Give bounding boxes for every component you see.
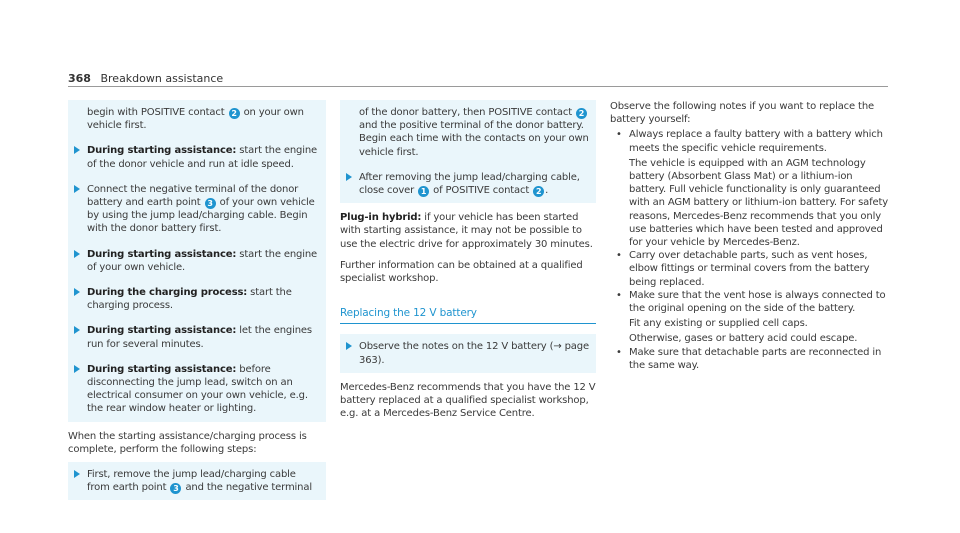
step-item: During starting assistance: let the engines run for several minutes. [68,318,326,356]
callout-3-icon: 3 [170,483,181,494]
column-1 [68,100,326,500]
page-header [68,72,223,85]
step-item: During starting assistance: start the engine of your own vehicle. [68,242,326,280]
page-number: 368 [68,72,91,85]
list-item: • Make sure that the vent hose is always connected to the original opening on the side of the battery. Fit any existing or supplied cell caps. Otherwise, gases or battery acid could escape. [610,289,890,346]
body-paragraph: When the starting assistance/charging process is complete, perform the following steps: [68,430,307,455]
header-rule [68,86,888,87]
notes-list [610,128,890,372]
step-group-2 [68,462,326,500]
arrow-right-icon [74,185,80,193]
step-item: Connect the negative terminal of the donor battery and earth point 3 of your own vehicle by using the jump lead/charging cable. Begin with the donor battery first. [68,177,326,242]
plugin-hybrid-note: Plug-in hybrid: if your vehicle has been started with starting assistance, it may not be possible to use the electric drive for approximately 30 minutes. [340,212,593,250]
arrow-right-icon [74,250,80,258]
step-item: During the charging process: start the charging process. [68,280,326,318]
column-2 [340,100,596,420]
page-title: Breakdown assistance [100,72,224,85]
further-info-paragraph: Further information can be obtained at a qualified specialist workshop. [340,259,583,285]
arrow-right-icon [74,470,80,478]
body-paragraph: Mercedes-Benz recommends that you have the 12 V battery replaced at a qualified specialist workshop, e.g. at a Mercedes-Benz Service Centre. [340,381,596,420]
list-item: • Make sure that detachable parts are reconnected in the same way. [610,346,890,372]
step-item: First, remove the jump lead/charging cable from earth point 3 and the negative terminal [68,462,326,500]
list-item: • Always replace a faulty battery with a battery which meets the specific vehicle requirements. The vehicle is equipped with an AGM technology battery (Absorbent Glass Mat) or a lithium-ion battery. Full vehicle functionality is only guaranteed with an AGM battery or lithium-ion battery. For safety reasons, Mercedes-Benz recommends that you only use batteries which have been tested and approved for your vehicle by Mercedes-Benz. [610,128,890,249]
step-continued: of the donor battery, then POSITIVE contact 2 and the positive terminal of the donor battery. Begin each time with the contacts on your own vehicle first. [359,107,589,158]
list-item: • Carry over detachable parts, such as vent hoses, elbow fittings or terminal covers from the battery being replaced. [610,249,890,289]
callout-3-icon: 3 [205,198,216,209]
step-group-1 [68,100,326,422]
section-title: Replacing the 12 V battery [340,307,596,324]
step-continued: begin with POSITIVE contact 2 on your own vehicle first. [87,107,304,132]
step-group-3 [340,100,596,203]
arrow-right-icon [346,173,352,181]
callout-2-icon: 2 [533,186,544,197]
step-item: During starting assistance: start the engine of the donor vehicle and run at idle speed. [68,138,326,176]
step-item: After removing the jump lead/charging cable, close cover 1 of POSITIVE contact 2 . [340,165,596,203]
callout-1-icon: 1 [418,186,429,197]
arrow-right-icon [346,342,352,350]
step-item: During starting assistance: before disconnecting the jump lead, switch on an electrical consumer on your own vehicle, e.g. the rear window heater or lighting. [68,357,326,422]
arrow-right-icon [74,365,80,373]
callout-2-icon: 2 [576,108,587,119]
arrow-right-icon [74,146,80,154]
arrow-right-icon [74,288,80,296]
notes-intro: Observe the following notes if you want to replace the battery yourself: [610,101,875,126]
callout-2-icon: 2 [229,108,240,119]
column-3 [610,100,890,372]
step-item: Observe the notes on the 12 V battery (→ page 363). [340,334,596,372]
step-group-4 [340,334,596,372]
arrow-right-icon [74,326,80,334]
